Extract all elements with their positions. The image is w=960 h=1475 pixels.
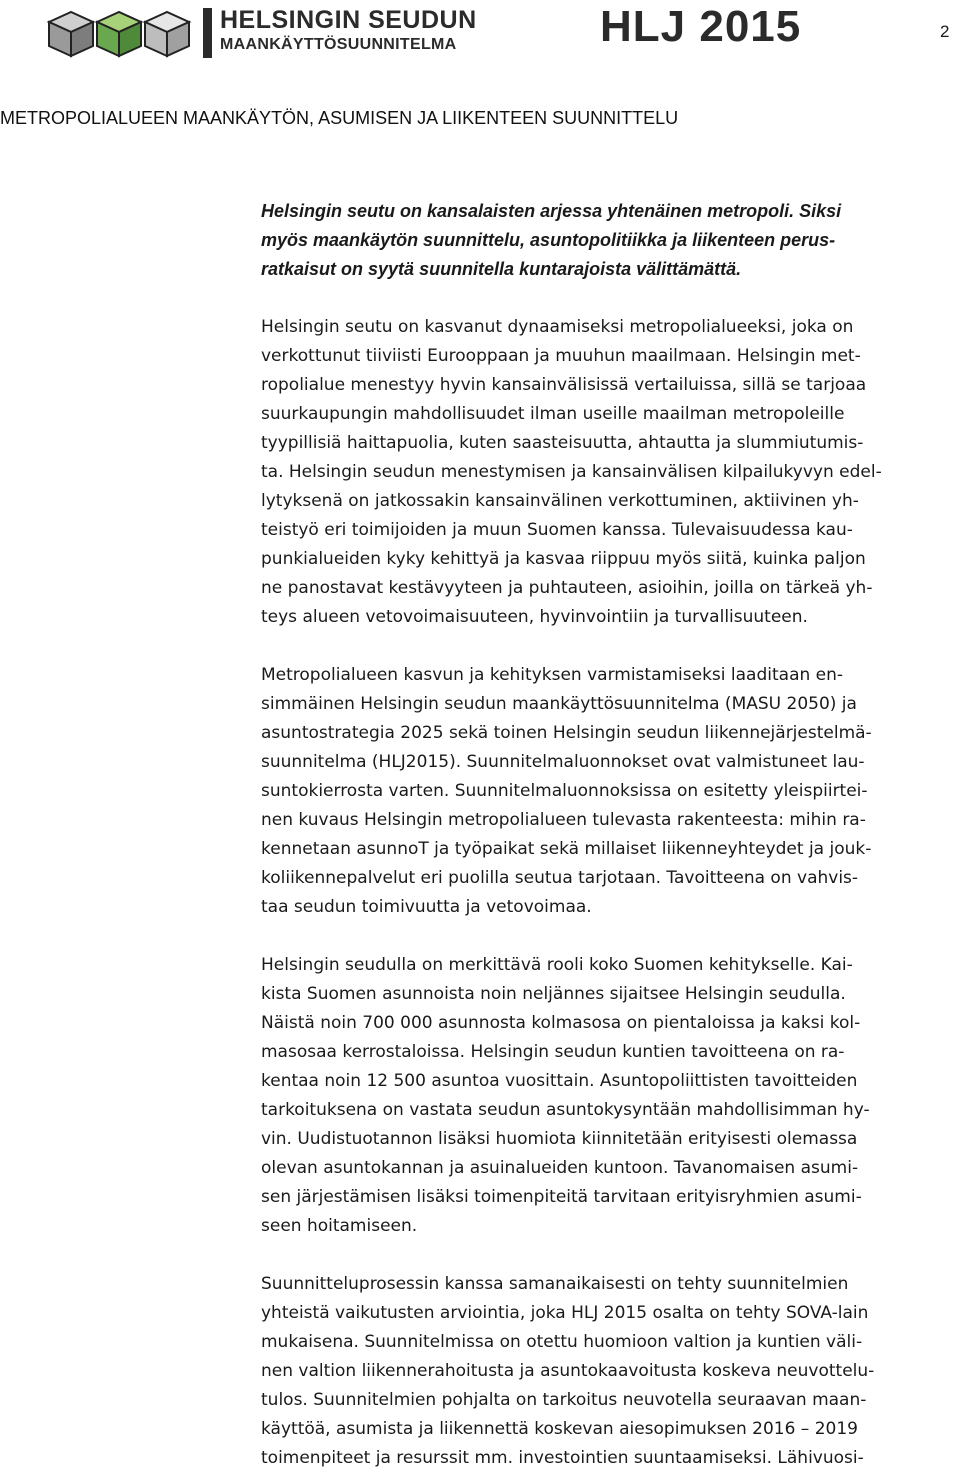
masu-cube-logo-icon <box>45 4 197 60</box>
text-line: ta. Helsingin seudun menestymisen ja kansainvälisen kilpailukyvyn edel- <box>261 462 882 482</box>
hlj-logo: HLJ 2015 <box>600 2 802 51</box>
text-line: lytyksenä on jatkossakin kansainvälinen verkottuminen, aktiivinen yh- <box>261 491 859 511</box>
text-line: verkottunut tiiviisti Eurooppaan ja muuhun maailmaan. Helsingin met- <box>261 346 861 366</box>
text-line: kentaa noin 12 500 asuntoa vuosittain. Asuntopoliittisten tavoitteiden <box>261 1071 858 1091</box>
page-number: 2 <box>940 22 950 41</box>
text-line: Helsingin seudulla on merkittävä rooli koko Suomen kehitykselle. Kai- <box>261 955 853 975</box>
text-line: ratkaisut on syytä suunnitella kuntarajoista välittämättä. <box>261 259 742 279</box>
text-line: vin. Uudistuotannon lisäksi huomiota kiinnitetään erityisesti olemassa <box>261 1129 858 1149</box>
text-line: toimenpiteet ja resurssit mm. investointien suuntaamiseksi. Lähivuosi- <box>261 1448 864 1468</box>
text-line: kennetaan asunnoT ja työpaikat sekä millaiset liikenneyhteydet ja jouk- <box>261 839 872 859</box>
text-line: ne panostavat kestävyyteen ja puhtauteen, asioihin, joilla on tärkeä yh- <box>261 578 873 598</box>
paragraph-intro <box>261 197 941 284</box>
text-line: seen hoitamiseen. <box>261 1216 418 1236</box>
text-line: tarkoituksena on vastata seudun asuntokysyntään mahdollisimman hy- <box>261 1100 870 1120</box>
paragraph <box>261 951 941 1241</box>
text-line: masosaa kerrostaloissa. Helsingin seudun kuntien tavoitteena on ra- <box>261 1042 845 1062</box>
text-line: yhteistä vaikutusten arviointia, joka HLJ 2015 osalta on tehty SOVA-lain <box>261 1303 869 1323</box>
text-line: nen valtion liikennerahoitusta ja asuntokaavoitusta koskeva neuvottelu- <box>261 1361 875 1381</box>
running-head: METROPOLIALUEEN MAANKÄYTÖN, ASUMISEN JA LIIKENTEEN SUUNNITTELU <box>0 108 679 128</box>
logo-title-line2: MAANKÄYTTÖSUUNNITELMA <box>220 36 457 53</box>
text-line: teistyö eri toimijoiden ja muun Suomen kanssa. Tulevaisuudessa kau- <box>261 520 853 540</box>
logo-divider <box>203 8 212 58</box>
text-line: ropolialue menestyy hyvin kansainvälisissä vertailuissa, sillä se tarjoaa <box>261 375 867 395</box>
text-line: teys alueen vetovoimaisuuteen, hyvinvointiin ja turvallisuuteen. <box>261 607 808 627</box>
text-line: tulos. Suunnitelmien pohjalta on tarkoitus neuvotella seuraavan maan- <box>261 1390 867 1410</box>
text-line: Näistä noin 700 000 asunnosta kolmasosa on pientaloissa ja kaksi kol- <box>261 1013 861 1033</box>
text-line: myös maankäytön suunnittelu, asuntopolitiikka ja liikenteen perus- <box>261 230 836 250</box>
text-line: taa seudun toimivuutta ja vetovoimaa. <box>261 897 592 917</box>
logo-title-line1: HELSINGIN SEUDUN <box>220 6 477 34</box>
text-line: punkialueiden kyky kehittyä ja kasvaa riippuu myös siitä, kuinka paljon <box>261 549 866 569</box>
text-line: olevan asuntokannan ja asuinalueiden kuntoon. Tavanomaisen asumi- <box>261 1158 859 1178</box>
text-line: käyttöä, asumista ja liikennettä koskevan aiesopimuksen 2016 – 2019 <box>261 1419 858 1439</box>
text-line: Helsingin seutu on kasvanut dynaamiseksi metropolialueeksi, joka on <box>261 317 854 337</box>
text-line: simmäinen Helsingin seudun maankäyttösuunnitelma (MASU 2050) ja <box>261 694 857 714</box>
text-line: koliikennepalvelut eri puolilla seutua tarjotaan. Tavoitteena on vahvis- <box>261 868 859 888</box>
paragraph <box>261 1270 941 1473</box>
text-line: sen järjestämisen lisäksi toimenpiteitä tarvitaan erityisryhmien asumi- <box>261 1187 862 1207</box>
paragraph <box>261 661 941 922</box>
page-header <box>0 0 960 70</box>
paragraph <box>261 313 941 632</box>
text-line: tyypillisiä haittapuolia, kuten saasteisuutta, ahtautta ja slummiutumis- <box>261 433 864 453</box>
text-line: suurkaupungin mahdollisuudet ilman useille maailman metropoleille <box>261 404 845 424</box>
text-line: asuntostrategia 2025 sekä toinen Helsingin seudun liikennejärjestelmä- <box>261 723 872 743</box>
text-line: suunnitelma (HLJ2015). Suunnitelmaluonnokset ovat valmistuneet lau- <box>261 752 865 772</box>
text-line: Metropolialueen kasvun ja kehityksen varmistamiseksi laaditaan en- <box>261 665 844 685</box>
text-line: kista Suomen asunnoista noin neljännes sijaitsee Helsingin seudulla. <box>261 984 846 1004</box>
body-text <box>261 197 941 1473</box>
text-line: suntokierrosta varten. Suunnitelmaluonnoksissa on esitetty yleispiirtei- <box>261 781 868 801</box>
text-line: Helsingin seutu on kansalaisten arjessa yhtenäinen metropoli. Siksi <box>261 201 842 221</box>
text-line: mukaisena. Suunnitelmissa on otettu huomioon valtion ja kuntien väli- <box>261 1332 863 1352</box>
text-line: Suunnitteluprosessin kanssa samanaikaisesti on tehty suunnitelmien <box>261 1274 849 1294</box>
text-line: nen kuvaus Helsingin metropolialueen tulevasta rakenteesta: mihin ra- <box>261 810 866 830</box>
